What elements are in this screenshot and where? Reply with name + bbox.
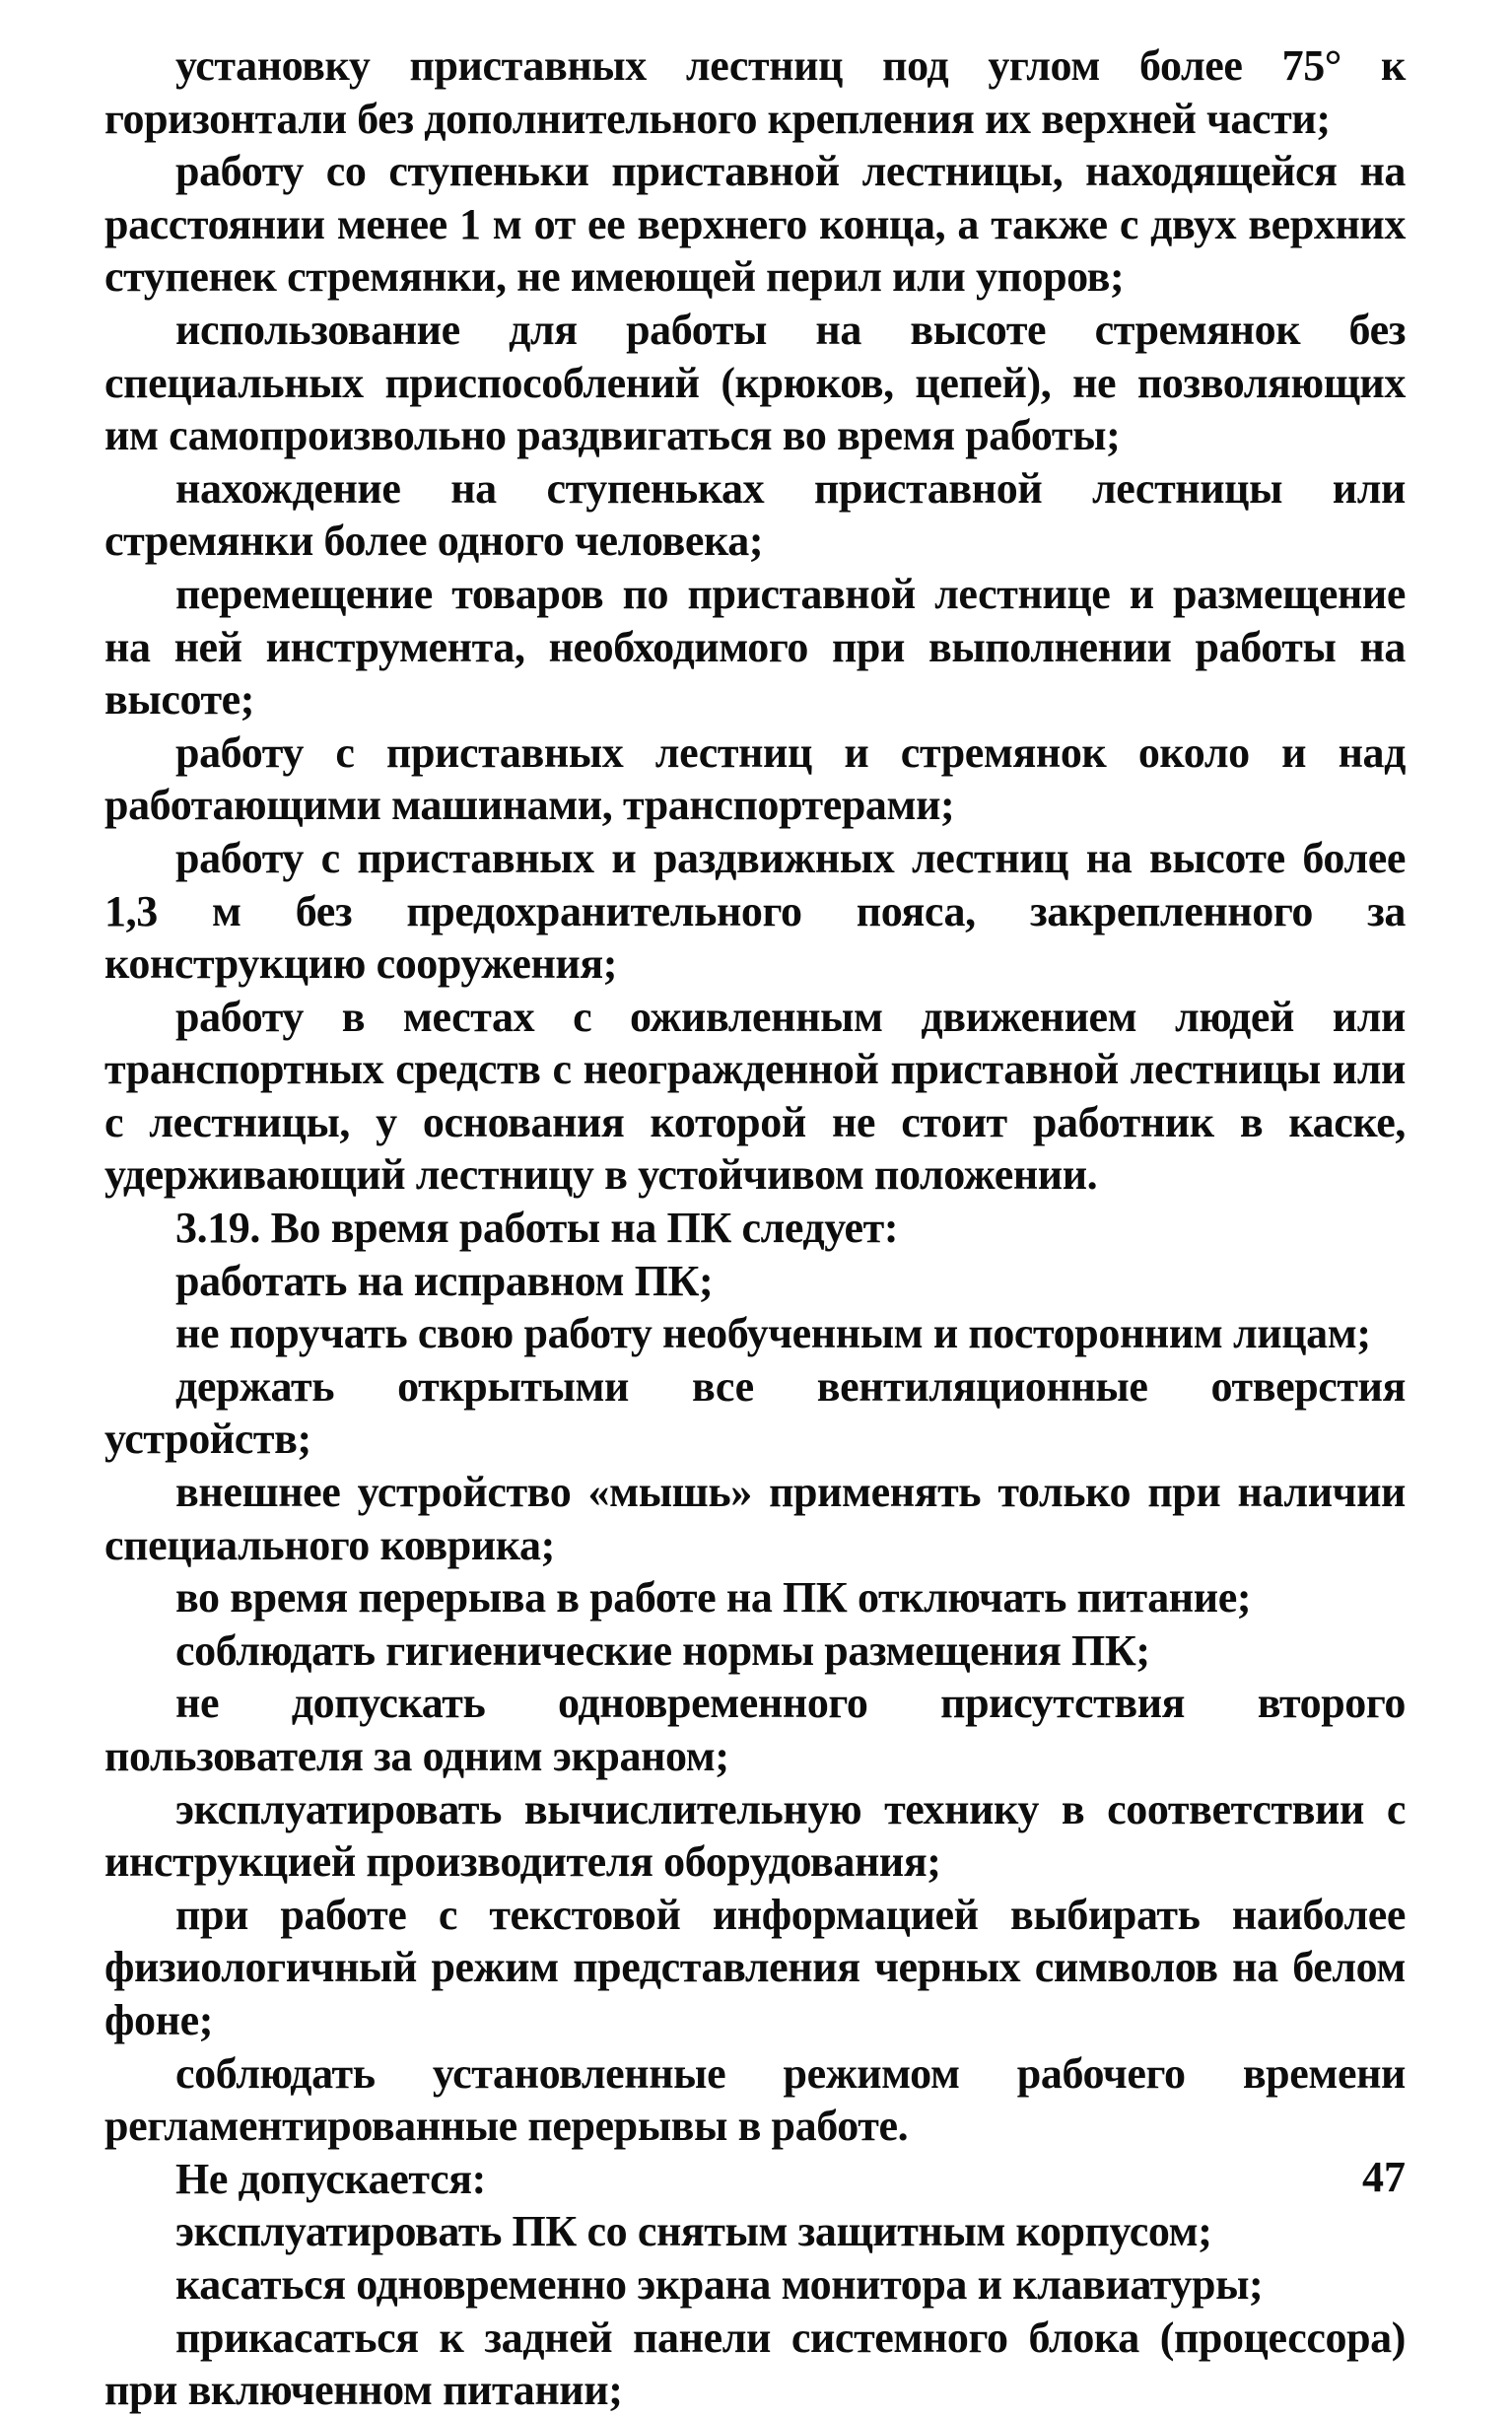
list-item: эксплуатировать вычислительную технику в соответствии с инструкцией производителя оборудования; [104,1784,1406,1887]
paragraph: работу с приставных и раздвижных лестниц на высоте более 1,3 м без предохранительного пояса, закрепленного за конструкцию сооружения; [104,833,1406,989]
list-item: работать на исправном ПК; [175,1256,714,1305]
list-item: соблюдать гигиенические нормы размещения ПК; [175,1625,1150,1675]
list-item: эксплуатировать ПК со снятым защитным корпусом; [175,2207,1212,2256]
paragraph: перемещение товаров по приставной лестнице и размещение на ней инструмента, необходимого при выполнении работы на высоте; [104,569,1406,725]
paragraph: работу с приставных лестниц и стремянок около и над работающими машинами, транспортерами; [104,727,1406,830]
list-item: держать открытыми все вентиляционные отверстия устройств; [104,1361,1406,1464]
paragraph: работу в местах с оживленным движением людей или транспортных средств с неогражденной приставной лестницы или с лестницы, у основания которой не стоит работник в каске, удерживающий лестницу в устойчивом положении. [104,992,1406,1200]
page-body [104,39,1406,2417]
list-item: при работе с текстовой информацией выбирать наиболее физиологичный режим представления черных символов на белом фоне; [104,1890,1406,2044]
list-item: соблюдать установленные режимом рабочего времени регламентированные перерывы в работе. [104,2048,1406,2151]
page-number: 47 [1362,2153,1406,2201]
section-heading: 3.19. Во время работы на ПК следует: [175,1204,899,1253]
list-item: не допускать одновременного присутствия второго пользователя за одним экраном; [104,1679,1406,1780]
paragraph: работу со ступеньки приставной лестницы, находящейся на расстоянии менее 1 м от ее верхнего конца, а также с двух верхних ступенек стремянки, не имеющей перил или упоров; [104,147,1406,302]
list-item: прикасаться к задней панели системного блока (процессора) при включенном питании; [104,2313,1406,2415]
list-item: внешнее устройство «мышь» применять только при наличии специального коврика; [104,1468,1406,1569]
paragraph: использование для работы на высоте стремянок без специальных приспособлений (крюков, цепей), не позволяющих им самопроизвольно раздвигаться во время работы; [104,305,1406,460]
list-item: касаться одновременно экрана монитора и клавиатуры; [175,2259,1264,2309]
paragraph: нахождение на ступеньках приставной лестницы или стремянки более одного человека; [104,463,1406,566]
paragraph: установку приставных лестниц под углом более 75° к горизонтали без дополнительного крепления их верхней части; [104,41,1406,143]
subheading: Не допускается: [175,2154,486,2203]
list-item: во время перерыва в работе на ПК отключать питание; [175,1573,1252,1623]
list-item: не поручать свою работу необученным и посторонним лицам; [175,1309,1371,1358]
